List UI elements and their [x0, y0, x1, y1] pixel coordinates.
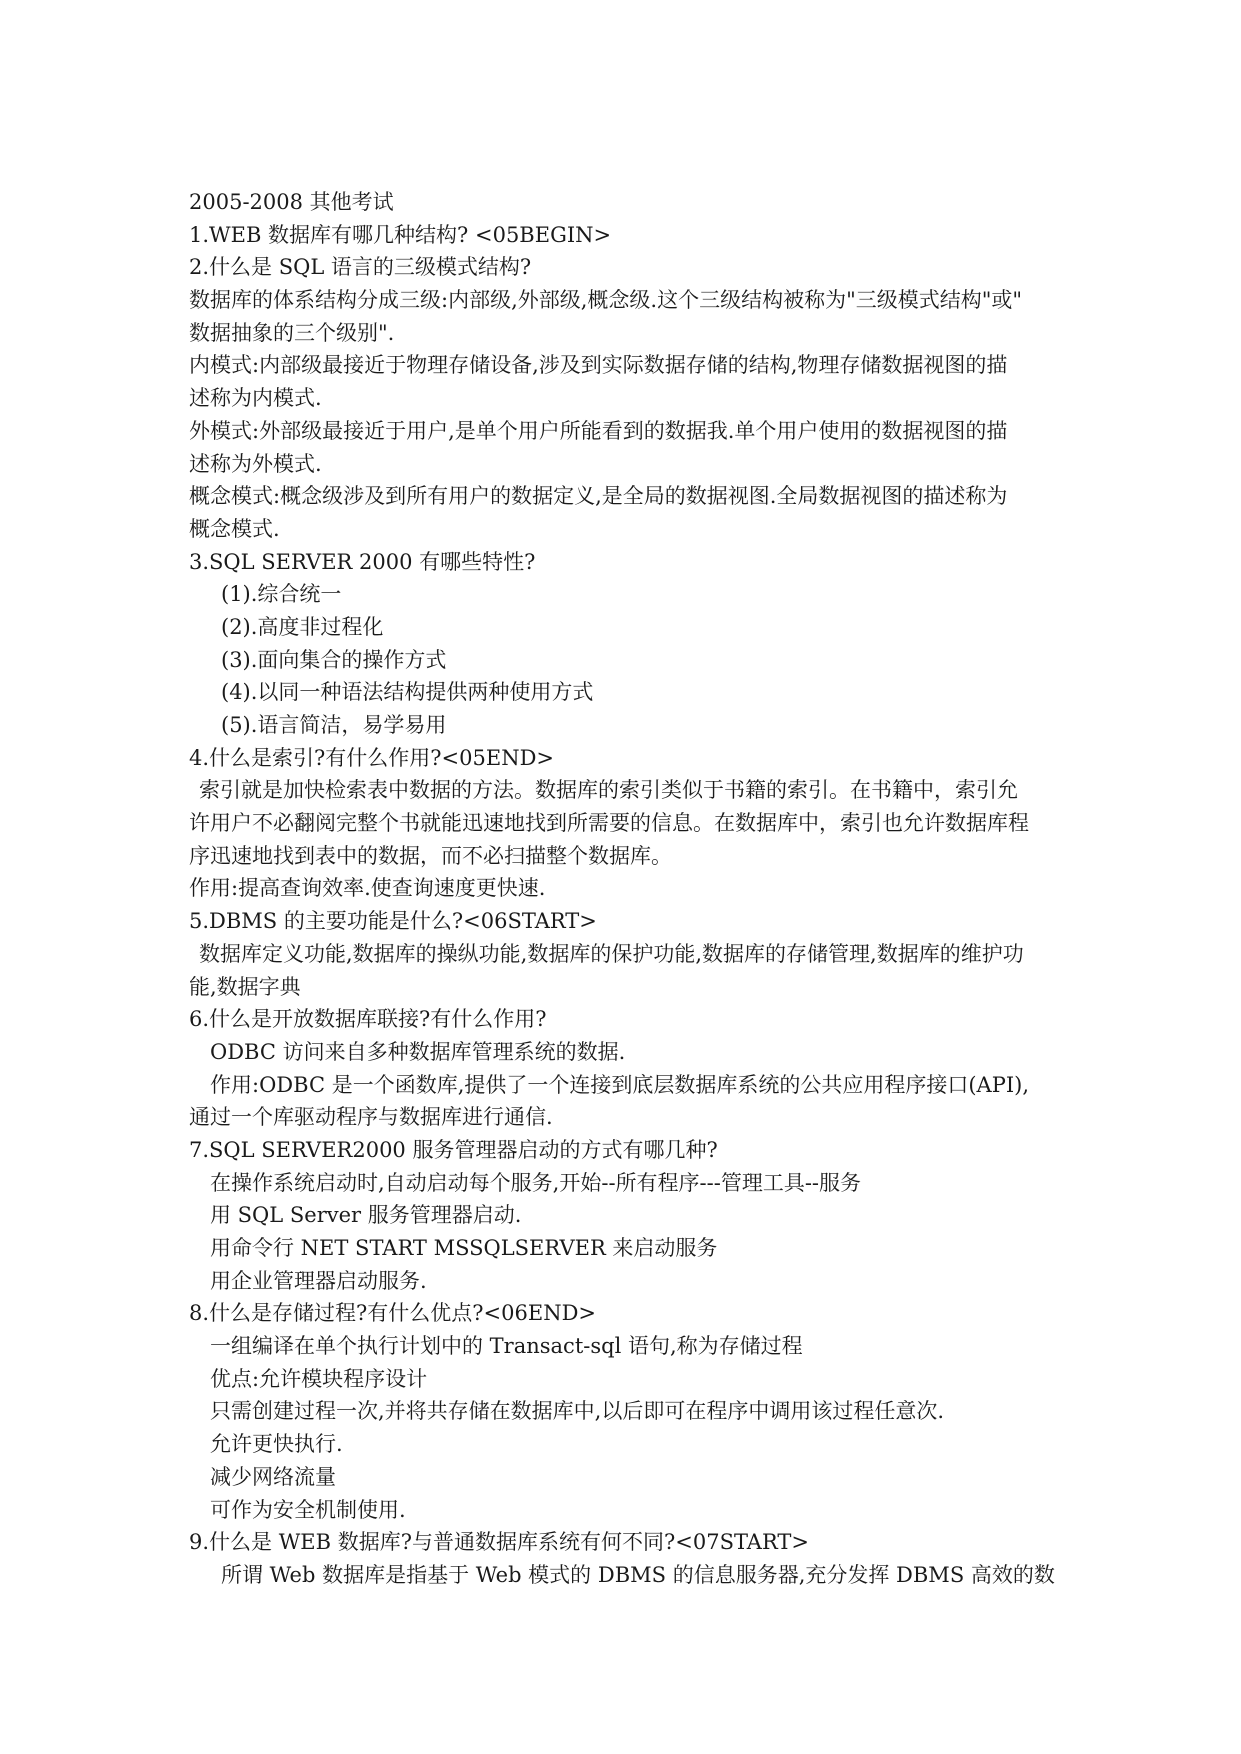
answer-line: 用企业管理器启动服务.: [210, 1268, 427, 1293]
question-3: 3.SQL SERVER 2000 有哪些特性?: [189, 549, 536, 574]
answer-line: 一组编译在单个执行计划中的 Transact-sql 语句,称为存储过程: [210, 1334, 803, 1359]
answer-line: 可作为安全机制使用.: [210, 1497, 406, 1522]
answer-line: 用命令行 NET START MSSQLSERVER 来启动服务: [210, 1236, 718, 1260]
answer-line: ODBC 访问来自多种数据库管理系统的数据.: [210, 1039, 626, 1064]
question-9: 9.什么是 WEB 数据库?与普通数据库系统有何不同?<07START>: [189, 1530, 810, 1555]
answer-line: 允许更快执行.: [210, 1432, 343, 1457]
answer-line: 优点:允许模块程序设计: [210, 1366, 428, 1391]
answer-line: 数据抽象的三个级别".: [189, 320, 395, 345]
list-item: (1).综合统一: [221, 582, 342, 607]
answer-line: 外模式:外部级最接近于用户,是单个用户所能看到的数据我.单个用户使用的数据视图的描: [189, 418, 1008, 443]
answer-line: 述称为外模式.: [189, 451, 322, 476]
question-7: 7.SQL SERVER2000 服务管理器启动的方式有哪几种?: [189, 1137, 718, 1162]
answer-line: 作用:提高查询效率.使查询速度更快速.: [189, 876, 546, 901]
answer-line: 许用户不必翻阅完整个书就能迅速地找到所需要的信息。在数据库中，索引也允许数据库程: [189, 811, 1029, 836]
answer-line: 只需创建过程一次,并将共存储在数据库中,以后即可在程序中调用该过程任意次.: [210, 1399, 945, 1424]
list-item: (2).高度非过程化: [221, 614, 384, 639]
list-item: (5).语言简洁，易学易用: [221, 713, 447, 737]
answer-line: 在操作系统启动时,自动启动每个服务,开始--所有程序---管理工具--服务: [210, 1170, 862, 1195]
question-2: 2.什么是 SQL 语言的三级模式结构?: [189, 255, 532, 280]
answer-line: 能,数据字典: [189, 974, 301, 999]
document-body: [189, 186, 1069, 1592]
answer-line: 作用:ODBC 是一个函数库,提供了一个连接到底层数据库系统的公共应用程序接口(API),: [210, 1072, 1030, 1097]
list-item: (3).面向集合的操作方式: [221, 647, 447, 672]
answer-line: 用 SQL Server 服务管理器启动.: [210, 1203, 522, 1228]
answer-line: 所谓 Web 数据库是指基于 Web 模式的 DBMS 的信息服务器,充分发挥 DBMS 高效的数: [221, 1562, 1055, 1587]
question-8: 8.什么是存储过程?有什么优点?<06END>: [189, 1301, 597, 1326]
question-6: 6.什么是开放数据库联接?有什么作用?: [189, 1007, 547, 1032]
answer-line: 数据库的体系结构分成三级:内部级,外部级,概念级.这个三级结构被称为"三级模式结构"或": [189, 288, 1023, 313]
answer-line: 索引就是加快检索表中数据的方法。数据库的索引类似于书籍的索引。在书籍中，索引允: [199, 778, 1018, 803]
answer-line: 序迅速地找到表中的数据，而不必扫描整个数据库。: [189, 843, 672, 868]
answer-line: 述称为内模式.: [189, 386, 322, 411]
answer-line: 概念模式:概念级涉及到所有用户的数据定义,是全局的数据视图.全局数据视图的描述称为: [189, 484, 1008, 509]
answer-line: 数据库定义功能,数据库的操纵功能,数据库的保护功能,数据库的存储管理,数据库的维护功: [199, 941, 1024, 966]
question-4: 4.什么是索引?有什么作用?<05END>: [189, 745, 555, 770]
answer-line: 通过一个库驱动程序与数据库进行通信.: [189, 1105, 553, 1130]
answer-line: 减少网络流量: [210, 1464, 336, 1489]
list-item: (4).以同一种语法结构提供两种使用方式: [221, 680, 594, 705]
document-heading: 2005-2008 其他考试: [189, 190, 394, 214]
question-1: 1.WEB 数据库有哪几种结构? <05BEGIN>: [189, 222, 612, 247]
answer-line: 内模式:内部级最接近于物理存储设备,涉及到实际数据存储的结构,物理存储数据视图的描: [189, 353, 1008, 378]
question-5: 5.DBMS 的主要功能是什么?<06START>: [189, 909, 597, 934]
answer-line: 概念模式.: [189, 516, 280, 541]
